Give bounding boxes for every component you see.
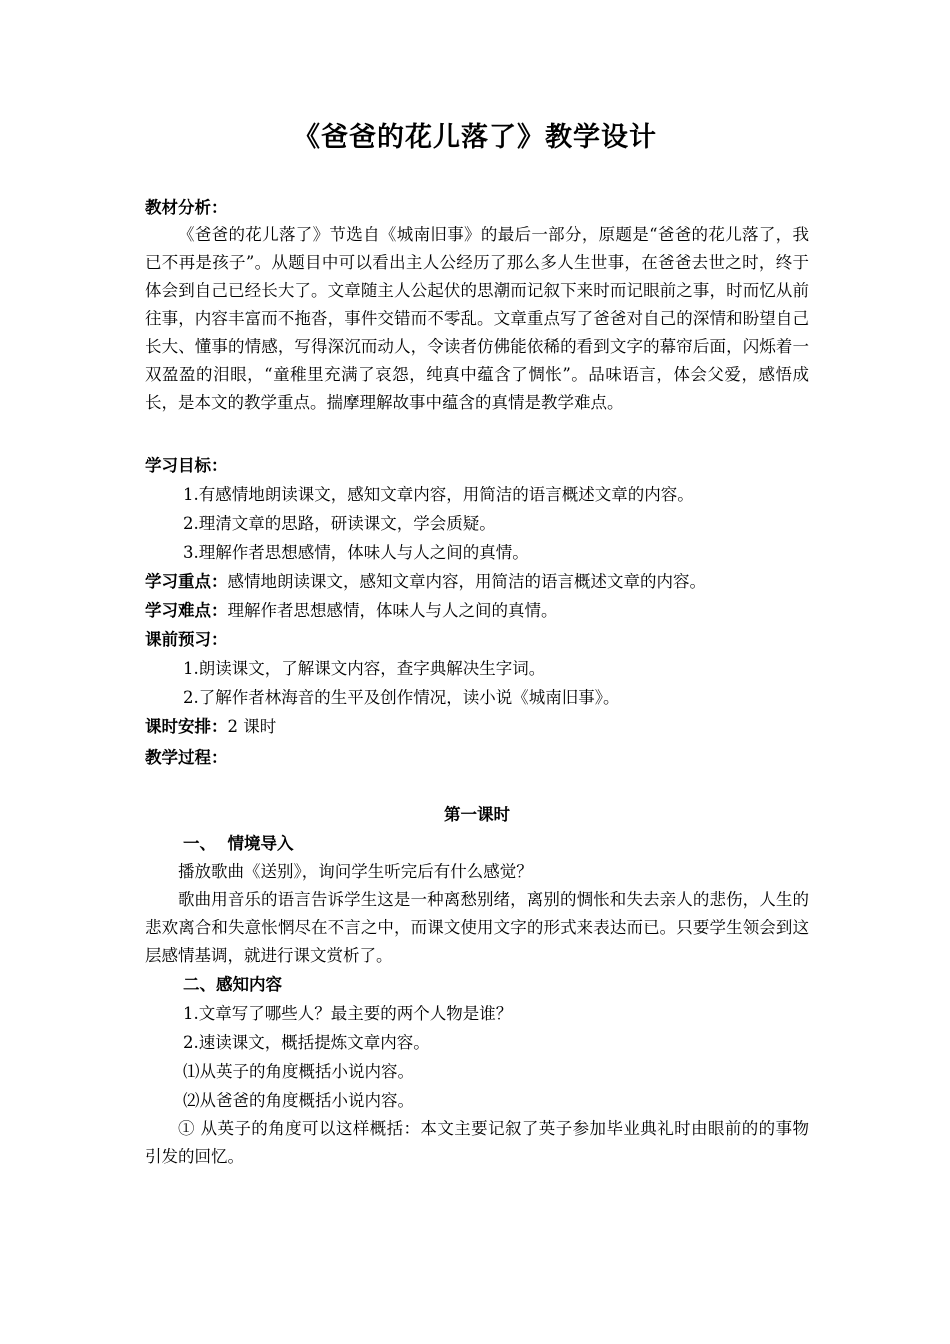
goal-item: 2.理清文章的思路，研读课文，学会质疑。 [183, 514, 496, 533]
perception-answer: ① 从英子的角度可以这样概括：本文主要记叙了英子参加毕业典礼时由眼前的的事物引发的回忆。 [145, 1119, 809, 1166]
analysis-heading: 教材分析： [145, 198, 228, 217]
lesson1-section [145, 800, 809, 1171]
perception-item: 2.速读课文，概括提炼文章内容。 [183, 1033, 430, 1052]
perception-item: 1.文章写了哪些人？最主要的两个人物是谁？ [183, 1004, 513, 1023]
preview-heading: 课前预习： [145, 630, 228, 649]
analysis-section [145, 193, 809, 417]
schedule-label: 课时安排： [145, 717, 228, 736]
intro-heading: 一、 情境导入 [183, 834, 294, 853]
difficulty-label: 学习难点： [145, 601, 228, 620]
analysis-body: 《爸爸的花儿落了》节选自《城南旧事》的最后一部分，原题是“爸爸的花儿落了，我已不再是孩子”。从题目中可以看出主人公经历了那么多人生世事，在爸爸去世之时，终于体会到自己已经长大了。文章随主人公起伏的思潮而记叙下来时而记眼前之事，时而忆从前往事，内容丰富而不拖沓，事件交错而不零乱。文章重点写了爸爸对自己的深情和盼望自己长大、懂事的情感，写得深沉而动人，令读者仿佛能依稀的看到文字的幕帘后面，闪烁着一双盈盈的泪眼，“童稚里充满了哀怨，纯真中蕴含了惆怅”。品味语言，体会父爱，感悟成长，是本文的教学重点。揣摩理解故事中蕴含的真情是教学难点。 [145, 225, 809, 412]
intro-paragraph: 播放歌曲《送别》，询问学生听完后有什么感觉？ [178, 862, 533, 881]
document-title: 《爸爸的花儿落了》教学设计 [293, 122, 657, 153]
perception-item: ⑴从英子的角度概括小说内容。 [183, 1062, 414, 1081]
preview-item: 2.了解作者林海音的生平及创作情况，读小说《城南旧事》。 [183, 688, 620, 707]
perception-heading: 二、感知内容 [183, 975, 282, 994]
key-point-label: 学习重点： [145, 572, 228, 591]
difficulty-line [145, 596, 809, 625]
lesson1-heading: 第一课时 [444, 805, 510, 824]
goal-item: 1.有感情地朗读课文，感知文章内容，用简洁的语言概述文章的内容。 [183, 485, 694, 504]
intro-paragraph: 歌曲用音乐的语言告诉学生这是一种离愁别绪，离别的惆怅和失去亲人的悲伤，人生的悲欢离合和失意怅惘尽在不言之中，而课文使用文字的形式来表达而已。只要学生领会到这层感情基调，就进行课文赏析了。 [145, 890, 809, 965]
goal-item: 3.理解作者思想感情，体味人与人之间的真情。 [183, 543, 529, 562]
process-heading: 教学过程： [145, 748, 228, 767]
key-point-text: 感情地朗读课文，感知文章内容，用简洁的语言概述文章的内容。 [227, 572, 706, 591]
difficulty-text: 理解作者思想感情，体味人与人之间的真情。 [227, 601, 558, 620]
goals-section [145, 451, 809, 772]
schedule-line [145, 712, 809, 741]
schedule-text: 2 课时 [227, 717, 277, 736]
preview-item: 1.朗读课文，了解课文内容，查字典解决生字词。 [183, 659, 546, 678]
perception-item: ⑵从爸爸的角度概括小说内容。 [183, 1091, 414, 1110]
goals-heading: 学习目标： [145, 456, 228, 475]
key-point-line [145, 567, 809, 596]
